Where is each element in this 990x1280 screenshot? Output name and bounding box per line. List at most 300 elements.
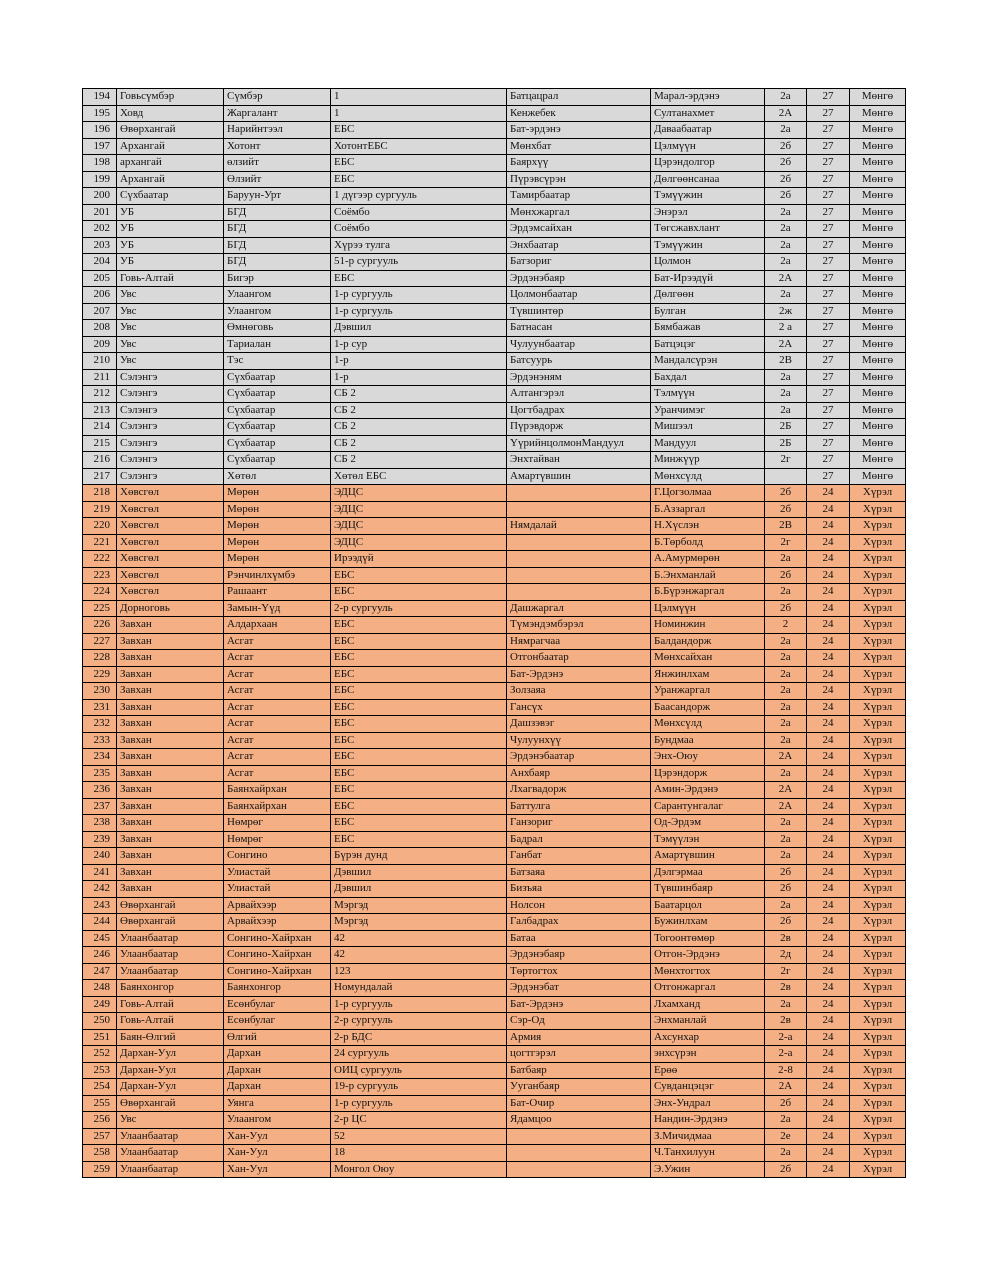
school-cell: Хүрээ тулга [331, 237, 507, 254]
sum-cell: Дархан [224, 1046, 331, 1063]
sum-cell: Рашаант [224, 584, 331, 601]
aimag-cell: Ховд [117, 105, 224, 122]
sum-cell: Мөрөн [224, 534, 331, 551]
school-cell: Дэвшил [331, 864, 507, 881]
parent-name-cell: Түвшинтөр [507, 303, 651, 320]
medal-cell: Мөнгө [850, 204, 906, 221]
student-name-cell: Б.Төрболд [651, 534, 765, 551]
class-cell: 2В [765, 353, 807, 370]
parent-name-cell: Баярхүү [507, 155, 651, 172]
row-number: 232 [83, 716, 117, 733]
table-row [83, 518, 906, 535]
medal-cell: Хүрэл [850, 584, 906, 601]
aimag-cell: Өвөрхангай [117, 914, 224, 931]
score-cell: 24 [807, 881, 850, 898]
parent-name-cell: Энхтайван [507, 452, 651, 469]
class-cell: 2а [765, 221, 807, 238]
medal-cell: Мөнгө [850, 402, 906, 419]
class-cell: 2а [765, 732, 807, 749]
school-cell: 1-р сургууль [331, 287, 507, 304]
student-name-cell: Мөнхтогтох [651, 963, 765, 980]
row-number: 254 [83, 1079, 117, 1096]
row-number: 240 [83, 848, 117, 865]
score-cell: 27 [807, 237, 850, 254]
medal-cell: Мөнгө [850, 353, 906, 370]
class-cell: 2в [765, 1013, 807, 1030]
table-row [83, 320, 906, 337]
score-cell: 24 [807, 831, 850, 848]
student-name-cell: Даваабаатар [651, 122, 765, 139]
medal-cell: Мөнгө [850, 122, 906, 139]
sum-cell: Сүхбаатар [224, 386, 331, 403]
medal-cell: Хүрэл [850, 534, 906, 551]
school-cell: 24 сургууль [331, 1046, 507, 1063]
student-name-cell: Тэмүүжин [651, 237, 765, 254]
school-cell: ЭДЦС [331, 518, 507, 535]
medal-cell: Хүрэл [850, 798, 906, 815]
student-name-cell: Цолмон [651, 254, 765, 271]
medal-cell: Мөнгө [850, 188, 906, 205]
medal-cell: Хүрэл [850, 518, 906, 535]
sum-cell: Өлгий [224, 1029, 331, 1046]
student-name-cell: Ч.Танхилуун [651, 1145, 765, 1162]
aimag-cell: Баян-Өлгий [117, 1029, 224, 1046]
student-name-cell: Отгон-Эрдэнэ [651, 947, 765, 964]
school-cell: СБ 2 [331, 452, 507, 469]
medal-cell: Хүрэл [850, 996, 906, 1013]
sum-cell: Арвайхээр [224, 897, 331, 914]
parent-name-cell: Ядамцоо [507, 1112, 651, 1129]
parent-name-cell: Баттулга [507, 798, 651, 815]
row-number: 236 [83, 782, 117, 799]
score-cell: 24 [807, 864, 850, 881]
parent-name-cell: Золзаяа [507, 683, 651, 700]
sum-cell: Нарийнтээл [224, 122, 331, 139]
class-cell: 2д [765, 947, 807, 964]
score-cell: 24 [807, 1128, 850, 1145]
score-cell: 24 [807, 534, 850, 551]
medal-cell: Мөнгө [850, 105, 906, 122]
sum-cell: Сүхбаатар [224, 369, 331, 386]
class-cell: 2б [765, 864, 807, 881]
medal-cell: Мөнгө [850, 270, 906, 287]
class-cell: 2б [765, 155, 807, 172]
sum-cell: БГД [224, 204, 331, 221]
row-number: 202 [83, 221, 117, 238]
school-cell: 52 [331, 1128, 507, 1145]
student-name-cell: Түвшинбаяр [651, 881, 765, 898]
school-cell: Мэргэд [331, 914, 507, 931]
class-cell: 2б [765, 881, 807, 898]
class-cell: 2 а [765, 320, 807, 337]
class-cell: 2Б [765, 419, 807, 436]
sum-cell: Асгат [224, 666, 331, 683]
student-name-cell: Бямбажав [651, 320, 765, 337]
medal-cell: Хүрэл [850, 1046, 906, 1063]
sum-cell: Уянга [224, 1095, 331, 1112]
school-cell: 2-р сургууль [331, 1013, 507, 1030]
score-cell: 24 [807, 683, 850, 700]
school-cell: Дэвшил [331, 320, 507, 337]
parent-name-cell: Нямдалай [507, 518, 651, 535]
student-name-cell: Од-Эрдэм [651, 815, 765, 832]
row-number: 198 [83, 155, 117, 172]
student-name-cell: Мөнхсайхан [651, 650, 765, 667]
aimag-cell: Увс [117, 287, 224, 304]
class-cell: 2а [765, 699, 807, 716]
parent-name-cell: Отгонбаатар [507, 650, 651, 667]
row-number: 201 [83, 204, 117, 221]
parent-name-cell: Эрдэнэбат [507, 980, 651, 997]
table-row [83, 600, 906, 617]
row-number: 259 [83, 1161, 117, 1178]
student-name-cell: Уранчимэг [651, 402, 765, 419]
medal-cell: Хүрэл [850, 864, 906, 881]
score-cell: 27 [807, 353, 850, 370]
class-cell: 2а [765, 765, 807, 782]
aimag-cell: Сүхбаатар [117, 188, 224, 205]
sum-cell: Алдархаан [224, 617, 331, 634]
school-cell: 19-р сургууль [331, 1079, 507, 1096]
row-number: 228 [83, 650, 117, 667]
score-cell: 27 [807, 270, 850, 287]
school-cell: ЕБС [331, 617, 507, 634]
student-name-cell: Сарантунгалаг [651, 798, 765, 815]
aimag-cell: Өвөрхангай [117, 122, 224, 139]
student-name-cell: Энэрэл [651, 204, 765, 221]
table-row [83, 534, 906, 551]
school-cell: Дэвшил [331, 881, 507, 898]
school-cell: 1-р [331, 353, 507, 370]
score-cell: 24 [807, 650, 850, 667]
medal-cell: Хүрэл [850, 1013, 906, 1030]
student-name-cell: Бужинлхам [651, 914, 765, 931]
row-number: 197 [83, 138, 117, 155]
table-row [83, 485, 906, 502]
score-cell: 24 [807, 798, 850, 815]
student-name-cell: Мөнхсүлд [651, 716, 765, 733]
parent-name-cell: Лхагвадорж [507, 782, 651, 799]
sum-cell: Сонгино-Хайрхан [224, 930, 331, 947]
row-number: 234 [83, 749, 117, 766]
medal-cell: Хүрэл [850, 617, 906, 634]
parent-name-cell [507, 501, 651, 518]
row-number: 200 [83, 188, 117, 205]
class-cell: 2а [765, 1145, 807, 1162]
school-cell: 1 [331, 89, 507, 106]
aimag-cell: Өвөрхангай [117, 1095, 224, 1112]
student-name-cell: Г.Цогзолмаа [651, 485, 765, 502]
sum-cell: Асгат [224, 749, 331, 766]
score-cell: 27 [807, 336, 850, 353]
class-cell: 2б [765, 485, 807, 502]
aimag-cell: Дархан-Уул [117, 1046, 224, 1063]
school-cell: Хөтөл ЕБС [331, 468, 507, 485]
sum-cell: Арвайхээр [224, 914, 331, 931]
table-row [83, 864, 906, 881]
school-cell: ЭДЦС [331, 485, 507, 502]
table-row [83, 1128, 906, 1145]
row-number: 258 [83, 1145, 117, 1162]
row-number: 227 [83, 633, 117, 650]
row-number: 216 [83, 452, 117, 469]
row-number: 205 [83, 270, 117, 287]
parent-name-cell [507, 1128, 651, 1145]
school-cell: ОИЦ сургууль [331, 1062, 507, 1079]
aimag-cell: Завхан [117, 831, 224, 848]
row-number: 209 [83, 336, 117, 353]
sum-cell: Улаангом [224, 287, 331, 304]
student-name-cell: Булган [651, 303, 765, 320]
medal-cell: Мөнгө [850, 452, 906, 469]
medal-cell: Мөнгө [850, 237, 906, 254]
school-cell: Соёмбо [331, 221, 507, 238]
school-cell: ЕБС [331, 270, 507, 287]
table-row [83, 980, 906, 997]
student-name-cell: Б.Аззаргал [651, 501, 765, 518]
school-cell: 51-р сургууль [331, 254, 507, 271]
sum-cell: Асгат [224, 650, 331, 667]
aimag-cell: Улаанбаатар [117, 1145, 224, 1162]
medal-cell: Хүрэл [850, 1112, 906, 1129]
student-name-cell: Марал-эрдэнэ [651, 89, 765, 106]
table-row [83, 171, 906, 188]
student-name-cell: Б.Энхманлай [651, 567, 765, 584]
school-cell: ЕБС [331, 798, 507, 815]
medal-cell: Хүрэл [850, 485, 906, 502]
aimag-cell: Завхан [117, 617, 224, 634]
school-cell: ЭДЦС [331, 501, 507, 518]
table-row [83, 138, 906, 155]
sum-cell: Нөмрөг [224, 831, 331, 848]
table-row [83, 1112, 906, 1129]
sum-cell: Сүхбаатар [224, 452, 331, 469]
student-name-cell: Уранжаргал [651, 683, 765, 700]
school-cell: 2-р сургууль [331, 600, 507, 617]
medal-cell: Мөнгө [850, 254, 906, 271]
school-cell: ЕБС [331, 633, 507, 650]
table-row [83, 897, 906, 914]
aimag-cell: Завхан [117, 765, 224, 782]
score-cell: 27 [807, 419, 850, 436]
class-cell: 2а [765, 996, 807, 1013]
school-cell: 1-р сургууль [331, 303, 507, 320]
school-cell: Бүрэн дунд [331, 848, 507, 865]
table-row [83, 650, 906, 667]
class-cell: 2а [765, 666, 807, 683]
table-row [83, 732, 906, 749]
aimag-cell: Завхан [117, 782, 224, 799]
aimag-cell: УБ [117, 221, 224, 238]
score-cell: 27 [807, 369, 850, 386]
row-number: 250 [83, 1013, 117, 1030]
sum-cell: Өмнөговь [224, 320, 331, 337]
sum-cell: Есөнбулаг [224, 996, 331, 1013]
score-cell: 24 [807, 996, 850, 1013]
table-row [83, 815, 906, 832]
parent-name-cell [507, 534, 651, 551]
class-cell: 2-8 [765, 1062, 807, 1079]
parent-name-cell: Энхбаатар [507, 237, 651, 254]
score-cell: 24 [807, 732, 850, 749]
student-name-cell: Цэрэндолгор [651, 155, 765, 172]
row-number: 241 [83, 864, 117, 881]
class-cell: 2а [765, 254, 807, 271]
score-cell: 24 [807, 1013, 850, 1030]
row-number: 251 [83, 1029, 117, 1046]
aimag-cell: Завхан [117, 864, 224, 881]
parent-name-cell: Батаа [507, 930, 651, 947]
class-cell: 2а [765, 204, 807, 221]
medal-cell: Мөнгө [850, 419, 906, 436]
parent-name-cell: Эрдэнэбаяр [507, 947, 651, 964]
medal-cell: Мөнгө [850, 369, 906, 386]
class-cell: 2а [765, 369, 807, 386]
row-number: 199 [83, 171, 117, 188]
aimag-cell: Завхан [117, 699, 224, 716]
class-cell: 2А [765, 1079, 807, 1096]
medal-cell: Хүрэл [850, 501, 906, 518]
medal-cell: Хүрэл [850, 1062, 906, 1079]
student-name-cell: Мандуул [651, 435, 765, 452]
row-number: 248 [83, 980, 117, 997]
aimag-cell: Увс [117, 303, 224, 320]
score-cell: 24 [807, 600, 850, 617]
student-name-cell: Энхманлай [651, 1013, 765, 1030]
sum-cell: Есөнбулаг [224, 1013, 331, 1030]
class-cell: 2а [765, 716, 807, 733]
aimag-cell: Хөвсгөл [117, 567, 224, 584]
school-cell: Номундалай [331, 980, 507, 997]
student-name-cell: Номинжин [651, 617, 765, 634]
score-cell: 27 [807, 138, 850, 155]
score-cell: 24 [807, 848, 850, 865]
parent-name-cell [507, 584, 651, 601]
sum-cell: Сүмбэр [224, 89, 331, 106]
class-cell: 2а [765, 897, 807, 914]
parent-name-cell: Эрдэмсайхан [507, 221, 651, 238]
aimag-cell: Өвөрхангай [117, 897, 224, 914]
school-cell: ЕБС [331, 716, 507, 733]
row-number: 211 [83, 369, 117, 386]
aimag-cell: Сэлэнгэ [117, 435, 224, 452]
sum-cell: Тэс [224, 353, 331, 370]
school-cell: ЕБС [331, 650, 507, 667]
parent-name-cell: Бат-Эрдэнэ [507, 666, 651, 683]
student-name-cell: Б.Бүрэнжаргал [651, 584, 765, 601]
class-cell: 2б [765, 1095, 807, 1112]
table-row [83, 947, 906, 964]
student-name-cell: Батцэцэг [651, 336, 765, 353]
score-cell: 27 [807, 221, 850, 238]
score-cell: 24 [807, 930, 850, 947]
student-name-cell: Султанахмет [651, 105, 765, 122]
score-cell: 24 [807, 749, 850, 766]
medal-cell: Хүрэл [850, 1161, 906, 1178]
medal-cell: Хүрэл [850, 749, 906, 766]
school-cell: ЕБС [331, 584, 507, 601]
table-row [83, 336, 906, 353]
medal-cell: Мөнгө [850, 287, 906, 304]
aimag-cell: Говь-Алтай [117, 270, 224, 287]
parent-name-cell: Батбаяр [507, 1062, 651, 1079]
student-name-cell: Бат-Ирээдүй [651, 270, 765, 287]
aimag-cell: Завхан [117, 749, 224, 766]
student-name-cell: Мандалсүрэн [651, 353, 765, 370]
table-row [83, 716, 906, 733]
class-cell: 2А [765, 798, 807, 815]
school-cell: ЕБС [331, 765, 507, 782]
sum-cell: Замын-Үүд [224, 600, 331, 617]
sum-cell: Баянхайрхан [224, 798, 331, 815]
aimag-cell: Говь-Алтай [117, 1013, 224, 1030]
score-cell: 24 [807, 584, 850, 601]
sum-cell: Дархан [224, 1079, 331, 1096]
medal-cell: Хүрэл [850, 650, 906, 667]
sum-cell: Улаангом [224, 303, 331, 320]
sum-cell: Тариалан [224, 336, 331, 353]
table-row [83, 567, 906, 584]
parent-name-cell: Батсуурь [507, 353, 651, 370]
parent-name-cell: Бат-Очир [507, 1095, 651, 1112]
student-name-cell: Нандин-Эрдэнэ [651, 1112, 765, 1129]
table-row [83, 666, 906, 683]
class-cell: 2а [765, 633, 807, 650]
school-cell: ЭДЦС [331, 534, 507, 551]
student-name-cell: Янжинлхам [651, 666, 765, 683]
table-row [83, 188, 906, 205]
sum-cell: Баянхонгор [224, 980, 331, 997]
sum-cell: Мөрөн [224, 518, 331, 535]
score-cell: 24 [807, 914, 850, 931]
aimag-cell: Сэлэнгэ [117, 369, 224, 386]
school-cell: ЕБС [331, 122, 507, 139]
class-cell [765, 468, 807, 485]
medal-cell: Хүрэл [850, 633, 906, 650]
sum-cell: Сүхбаатар [224, 419, 331, 436]
sum-cell: Баруун-Урт [224, 188, 331, 205]
parent-name-cell: Ганзориг [507, 815, 651, 832]
score-cell: 24 [807, 1161, 850, 1178]
row-number: 237 [83, 798, 117, 815]
parent-name-cell: Эрдэнэбаатар [507, 749, 651, 766]
sum-cell: Сүхбаатар [224, 435, 331, 452]
student-name-cell: Н.Хүслэн [651, 518, 765, 535]
sum-cell: Хан-Уул [224, 1145, 331, 1162]
row-number: 233 [83, 732, 117, 749]
aimag-cell: Хөвсгөл [117, 501, 224, 518]
student-name-cell: Баатарцол [651, 897, 765, 914]
table-row [83, 617, 906, 634]
score-cell: 24 [807, 1145, 850, 1162]
class-cell: 2а [765, 237, 807, 254]
aimag-cell: Улаанбаатар [117, 930, 224, 947]
parent-name-cell: Төртогтох [507, 963, 651, 980]
row-number: 219 [83, 501, 117, 518]
sum-cell: Мөрөн [224, 551, 331, 568]
table-row [83, 930, 906, 947]
student-name-cell: З.Мичидмаа [651, 1128, 765, 1145]
class-cell: 2а [765, 402, 807, 419]
score-cell: 24 [807, 501, 850, 518]
parent-name-cell: Нолсон [507, 897, 651, 914]
score-cell: 24 [807, 633, 850, 650]
aimag-cell: Завхан [117, 848, 224, 865]
row-number: 207 [83, 303, 117, 320]
parent-name-cell: Амартүвшин [507, 468, 651, 485]
class-cell: 2б [765, 171, 807, 188]
class-cell: 2а [765, 122, 807, 139]
